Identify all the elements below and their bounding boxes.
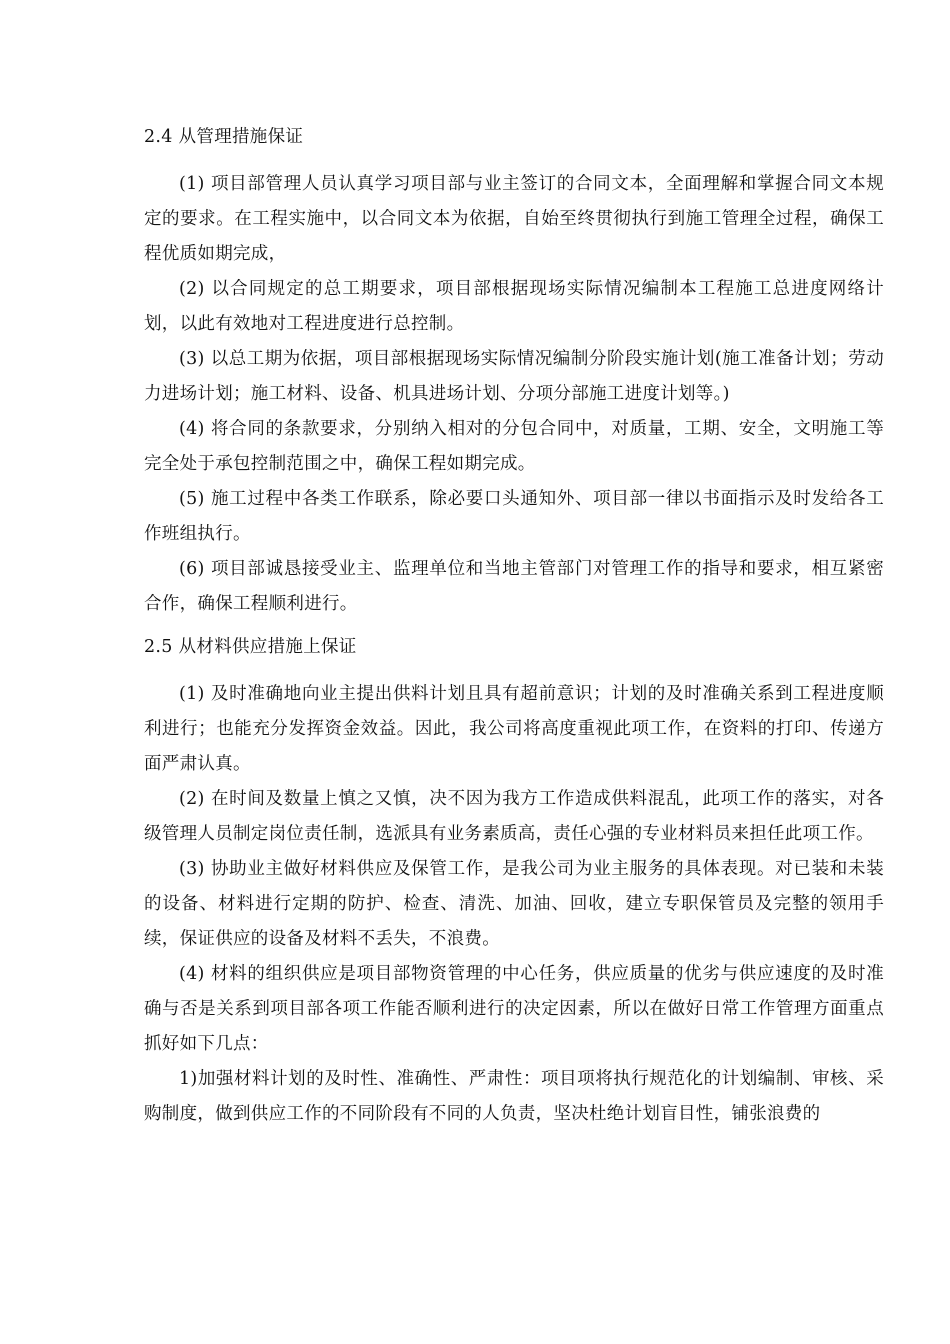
paragraph-2-4-6: (6) 项目部诚恳接受业主、监理单位和当地主管部门对管理工作的指导和要求，相互紧密合作，确保工程顺利进行。 <box>144 559 884 614</box>
paragraph-2-4-4: (4) 将合同的条款要求，分别纳入相对的分包合同中，对质量，工期、安全，文明施工等完全处于承包控制范围之中，确保工程如期完成。 <box>144 419 884 474</box>
paragraph-2-5-3: (3) 协助业主做好材料供应及保管工作，是我公司为业主服务的具体表现。对已装和未装的设备、材料进行定期的防护、检查、清洗、加油、回收，建立专职保管员及完整的领用手续，保证供应的设备及材料不丢失，不浪费。 <box>144 859 884 949</box>
paragraph-2-5-4-1: 1)加强材料计划的及时性、准确性、严肃性：项目项将执行规范化的计划编制、审核、采购制度，做到供应工作的不同阶段有不同的人负责，坚决杜绝计划盲目性，铺张浪费的 <box>144 1069 884 1124</box>
paragraph-2-4-3: (3) 以总工期为依据，项目部根据现场实际情况编制分阶段实施计划(施工准备计划；劳动力进场计划；施工材料、设备、机具进场计划、分项分部施工进度计划等。) <box>144 349 884 404</box>
paragraph-2-4-2: (2) 以合同规定的总工期要求，项目部根据现场实际情况编制本工程施工总进度网络计划，以此有效地对工程进度进行总控制。 <box>144 279 884 334</box>
paragraph-2-5-4: (4) 材料的组织供应是项目部物资管理的中心任务，供应质量的优劣与供应速度的及时准确与否是关系到项目部各项工作能否顺利进行的决定因素，所以在做好日常工作管理方面重点抓好如下几点： <box>144 964 884 1054</box>
section-heading-2-5: 2.5 从材料供应措施上保证 <box>144 637 357 657</box>
document-body <box>144 120 884 1132</box>
paragraph-2-4-1: (1) 项目部管理人员认真学习项目部与业主签订的合同文本，全面理解和掌握合同文本规定的要求。在工程实施中，以合同文本为依据，自始至终贯彻执行到施工管理全过程，确保工程优质如期完成， <box>144 174 884 264</box>
paragraph-2-4-5: (5) 施工过程中各类工作联系，除必要口头通知外、项目部一律以书面指示及时发给各工作班组执行。 <box>144 489 884 544</box>
paragraph-2-5-2: (2) 在时间及数量上慎之又慎，决不因为我方工作造成供料混乱，此项工作的落实，对各级管理人员制定岗位责任制，选派具有业务素质高，责任心强的专业材料员来担任此项工作。 <box>144 789 884 844</box>
paragraph-2-5-1: (1) 及时准确地向业主提出供料计划且具有超前意识；计划的及时准确关系到工程进度顺利进行；也能充分发挥资金效益。因此，我公司将高度重视此项工作，在资料的打印、传递方面严肃认真。 <box>144 684 884 774</box>
section-heading-2-4: 2.4 从管理措施保证 <box>144 127 304 147</box>
